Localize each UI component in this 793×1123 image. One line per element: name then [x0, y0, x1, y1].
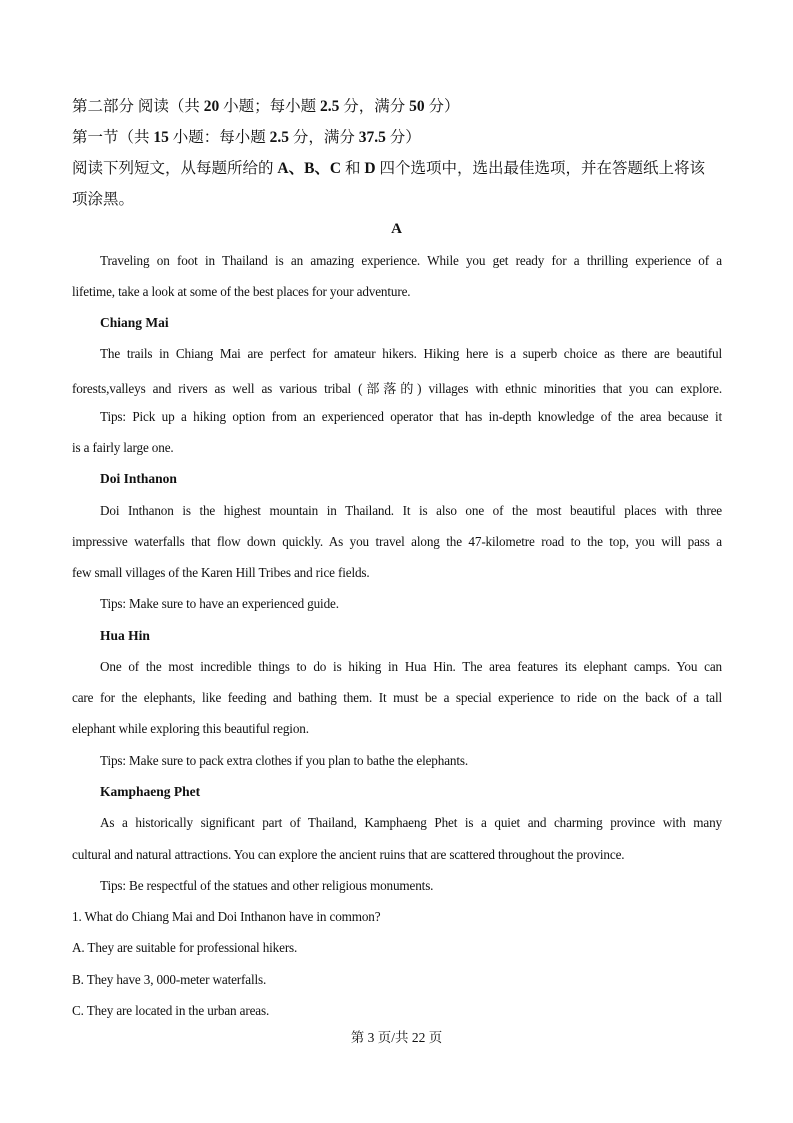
kamphaeng-phet-body-line-2: cultural and natural attractions. You can explore the ancient ruins that are scattered throughout the province.: [72, 847, 625, 862]
place-heading-kamphaeng-phet: Kamphaeng Phet: [100, 784, 201, 799]
instructions-line-2: 项涂黑。: [72, 191, 135, 208]
chiang-mai-tips-line-2: is a fairly large one.: [72, 440, 174, 455]
part-heading: 第二部分 阅读（共 20 小题；每小题 2.5 分，满分 50 分）: [72, 98, 460, 115]
doi-inthanon-tips: Tips: Make sure to have an experienced guide.: [100, 596, 339, 611]
hua-hin-tips: Tips: Make sure to pack extra clothes if you plan to bathe the elephants.: [100, 753, 468, 768]
chiang-mai-body-line-2: forests,valleys and rivers as well as various tribal (部落的) villages with ethnic minorities that you can explore.: [72, 381, 722, 396]
place-heading-doi-inthanon: Doi Inthanon: [100, 471, 177, 486]
hua-hin-body-line-1: One of the most incredible things to do is hiking in Hua Hin. The area features its elephant camps. You can: [100, 659, 722, 674]
intro-line-2: lifetime, take a look at some of the best places for your adventure.: [72, 284, 411, 299]
intro-line-1: Traveling on foot in Thailand is an amazing experience. While you get ready for a thrilling experience of a: [100, 253, 722, 268]
question-stem: 1. What do Chiang Mai and Doi Inthanon have in common?: [72, 909, 381, 924]
hua-hin-body-line-3: elephant while exploring this beautiful region.: [72, 721, 309, 736]
chiang-mai-tips-line-1: Tips: Pick up a hiking option from an experienced operator that has in-depth knowledge of the area because it: [100, 409, 722, 424]
place-heading-hua-hin: Hua Hin: [100, 628, 150, 643]
option-b: B. They have 3, 000-meter waterfalls.: [72, 972, 267, 987]
doi-inthanon-body-line-3: few small villages of the Karen Hill Tribes and rice fields.: [72, 565, 370, 580]
doi-inthanon-body-line-2: impressive waterfalls that flow down quickly. As you travel along the 47-kilometre road to the top, you will pass a: [72, 534, 722, 549]
instructions-line-1: 阅读下列短文，从每题所给的 A、B、C 和 D 四个选项中，选出最佳选项，并在答题纸上将该: [72, 160, 705, 177]
hua-hin-body-line-2: care for the elephants, like feeding and bathing them. It must be a special experience to ride on the back of a tall: [72, 690, 722, 705]
kamphaeng-phet-tips: Tips: Be respectful of the statues and other religious monuments.: [100, 878, 434, 893]
chiang-mai-body-line-1: The trails in Chiang Mai are perfect for amateur hikers. Hiking here is a superb choice as there are beautiful: [100, 346, 722, 361]
place-heading-chiang-mai: Chiang Mai: [100, 315, 169, 330]
option-a: A. They are suitable for professional hikers.: [72, 940, 298, 955]
section-heading: 第一节（共 15 小题：每小题 2.5 分，满分 37.5 分）: [72, 129, 421, 146]
kamphaeng-phet-body-line-1: As a historically significant part of Thailand, Kamphaeng Phet is a quiet and charming province with many: [100, 815, 722, 830]
passage-label: A: [391, 221, 402, 237]
page-footer: 第 3 页/共 22 页: [350, 1030, 443, 1045]
option-c: C. They are located in the urban areas.: [72, 1003, 270, 1018]
doi-inthanon-body-line-1: Doi Inthanon is the highest mountain in Thailand. It is also one of the most beautiful places with three: [100, 503, 722, 518]
